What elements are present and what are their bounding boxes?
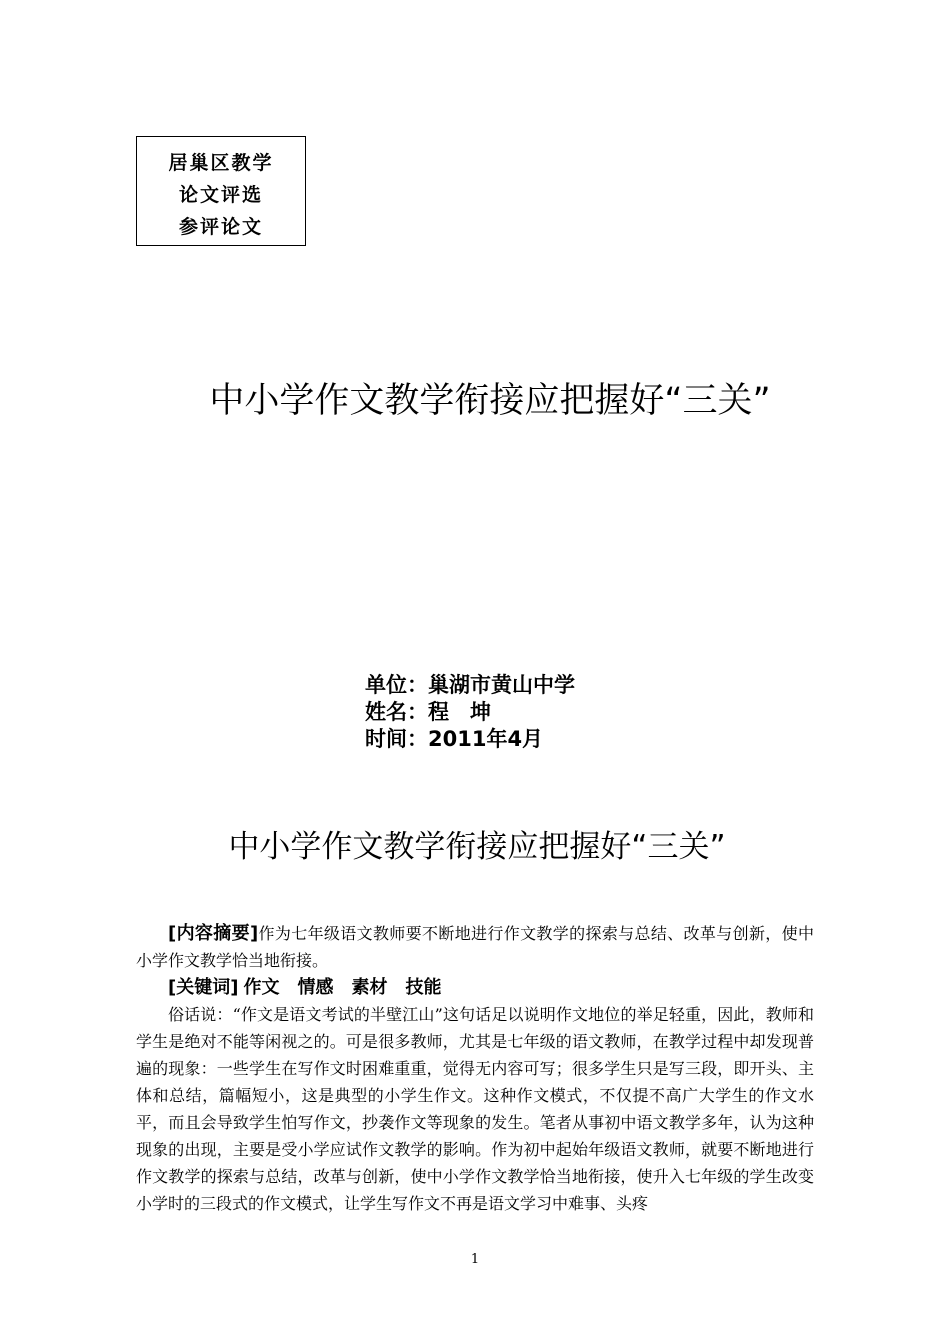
stamp-line-1: 居巢区教学 — [168, 152, 274, 174]
unit-value: 巢湖市黄山中学 — [428, 673, 575, 697]
cover-title: 中小学作文教学衔接应把握好“三关” — [209, 381, 771, 421]
page-number: 1 — [470, 1252, 480, 1267]
time-value: 2011年4月 — [428, 727, 544, 751]
body-paragraph: 俗话说：“作文是语文考试的半壁江山”这句话足以说明作文地位的举足轻重，因此，教师和学生是绝对不能等闲视之的。可是很多教师，尤其是七年级的语文教师，在教学过程中却发现普遍的现象：一些学生在写作文时困难重重，觉得无内容可写；很多学生只是写三段，即开头、主体和总结，篇幅短小，这是典型的小学生作文。这种作文模式，不仅提不高广大学生的作文水平，而且会导致学生怕写作文，抄袭作文等现象的发生。笔者从事初中语文教学多年，认为这种现象的出现，主要是受小学应试作文教学的影响。作为初中起始年级语文教师，就要不断地进行作文教学的探索与总结，改革与创新，使中小学作文教学恰当地衔接，使升入七年级的学生改变小学时的三段式的作文模式，让学生写作文不再是语文学习中难事、头疼 — [136, 1005, 814, 1213]
stamp-line-2: 论文评选 — [178, 184, 263, 206]
time-line — [365, 726, 575, 753]
name-label: 姓名： — [365, 700, 428, 724]
article-title: 中小学作文教学衔接应把握好“三关” — [228, 829, 726, 865]
abstract-label: [内容摘要] — [168, 923, 259, 944]
keyword-4: 技能 — [405, 977, 442, 998]
abstract-text: 作为七年级语文教师要不断地进行作文教学的探索与总结、改革与创新，使中小学作文教学恰当地衔接。 — [136, 924, 814, 970]
article-body — [136, 920, 814, 1217]
keywords-label: [关键词] — [168, 977, 239, 998]
time-label: 时间： — [365, 727, 428, 751]
unit-line — [365, 672, 575, 699]
keyword-2: 情感 — [297, 977, 334, 998]
stamp-line-3: 参评论文 — [178, 216, 263, 238]
unit-label: 单位： — [365, 673, 428, 697]
name-line — [365, 699, 575, 726]
name-value: 程 坤 — [428, 700, 491, 724]
review-stamp-box — [136, 136, 306, 246]
abstract-paragraph — [136, 920, 814, 974]
keyword-3: 素材 — [351, 977, 388, 998]
keywords-paragraph — [136, 974, 814, 1001]
author-info — [365, 672, 575, 753]
keyword-1: 作文 — [243, 977, 280, 998]
